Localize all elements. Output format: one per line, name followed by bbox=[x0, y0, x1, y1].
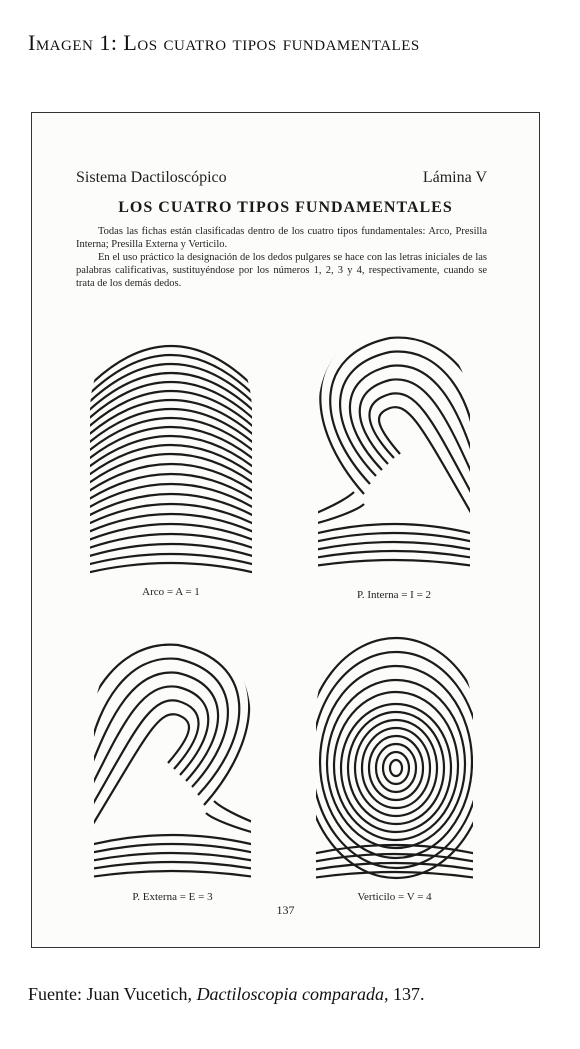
source-work-title: Dactiloscopia comparada bbox=[196, 984, 385, 1004]
fingerprint-presilla-externa-image bbox=[90, 633, 255, 883]
plate-body bbox=[76, 225, 487, 290]
caption-presilla-externa: P. Externa = E = 3 bbox=[132, 891, 213, 903]
caption-verticilo: Verticilo = V = 4 bbox=[357, 891, 432, 903]
plate-header-left: Sistema Dactiloscópico bbox=[76, 169, 227, 186]
plate-title: LOS CUATRO TIPOS FUNDAMENTALES bbox=[118, 199, 453, 216]
caption-presilla-interna: P. Interna = I = 2 bbox=[356, 589, 432, 601]
plate-paragraph-2: En el uso práctico la designación de los dedos pulgares se hace con las letras iniciales de las palabras calificativas, sustituyéndose por los números 1, 2, 3 y 4, respectivamente, cuando se trata de los demás dedos. bbox=[76, 252, 487, 289]
fingerprint-arco bbox=[86, 323, 256, 583]
fingerprint-presilla-interna bbox=[314, 328, 474, 573]
plate-page-number: 137 bbox=[276, 903, 295, 917]
plate-header-right: Lámina V bbox=[422, 169, 487, 186]
fingerprint-verticilo bbox=[312, 628, 477, 883]
fingerprint-presilla-interna-image bbox=[314, 328, 474, 573]
plate-header bbox=[76, 169, 487, 193]
figure-heading: Imagen 1: Los cuatro tipos fundamentales bbox=[28, 30, 420, 55]
plate-paragraph-1: Todas las fichas están clasificadas dentro de los cuatro tipos fundamentales: Arco, Presilla Interna; Presilla Externa y Verticilo. bbox=[76, 226, 487, 250]
source-prefix: Fuente: Juan Vucetich, bbox=[28, 984, 197, 1004]
fingerprint-plate bbox=[31, 112, 540, 948]
fingerprint-verticilo-image bbox=[312, 628, 477, 883]
fingerprint-arco-image bbox=[86, 323, 256, 583]
source-citation bbox=[28, 984, 425, 1005]
fingerprint-presilla-externa bbox=[90, 633, 255, 883]
caption-arco: Arco = A = 1 bbox=[142, 586, 200, 598]
source-suffix: , 137. bbox=[384, 984, 425, 1004]
